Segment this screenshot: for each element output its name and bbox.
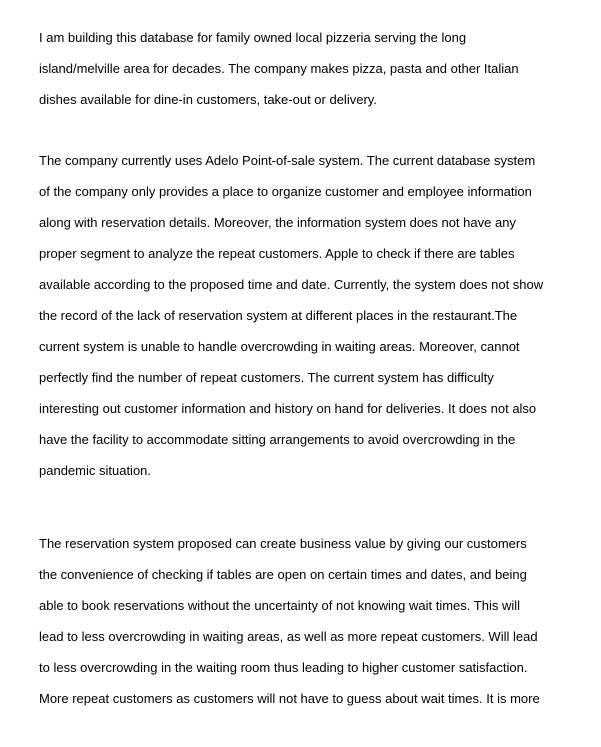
text-line: lead to less overcrowding in waiting areas, as well as more repeat customers. Will lead xyxy=(39,629,538,644)
text-line: the record of the lack of reservation system at different places in the restaurant.The xyxy=(39,308,518,323)
paragraph-proposed-system xyxy=(39,535,540,721)
text-line: dishes available for dine-in customers, take-out or delivery. xyxy=(39,92,377,107)
text-line: the convenience of checking if tables are open on certain times and dates, and being xyxy=(39,567,527,582)
text-line: current system is unable to handle overcrowding in waiting areas. Moreover, cannot xyxy=(39,339,520,354)
paragraph-intro xyxy=(39,29,519,122)
text-line: have the facility to accommodate sitting arrangements to avoid overcrowding in the xyxy=(39,432,516,447)
text-line: interesting out customer information and history on hand for deliveries. It does not also xyxy=(39,401,537,416)
text-line: able to book reservations without the uncertainty of not knowing wait times. This will xyxy=(39,598,520,613)
text-line: along with reservation details. Moreover, the information system does not have any xyxy=(39,215,516,230)
text-line: More repeat customers as customers will not have to guess about wait times. It is more xyxy=(39,691,540,706)
text-line: available according to the proposed time and date. Currently, the system does not show xyxy=(39,277,544,292)
text-line: I am building this database for family owned local pizzeria serving the long xyxy=(39,30,467,45)
text-line: to less overcrowding in the waiting room thus leading to higher customer satisfaction. xyxy=(39,660,528,675)
text-line: The reservation system proposed can create business value by giving our customers xyxy=(39,536,527,551)
text-line: of the company only provides a place to organize customer and employee information xyxy=(39,184,532,199)
text-line: pandemic situation. xyxy=(39,463,152,478)
text-line: The company currently uses Adelo Point-of-sale system. The current database system xyxy=(39,153,536,168)
text-line: perfectly find the number of repeat customers. The current system has difficulty xyxy=(39,370,494,385)
text-line: proper segment to analyze the repeat customers. Apple to check if there are tables xyxy=(39,246,515,261)
paragraph-current-system xyxy=(39,152,543,493)
text-line: island/melville area for decades. The company makes pizza, pasta and other Italian xyxy=(39,61,519,76)
